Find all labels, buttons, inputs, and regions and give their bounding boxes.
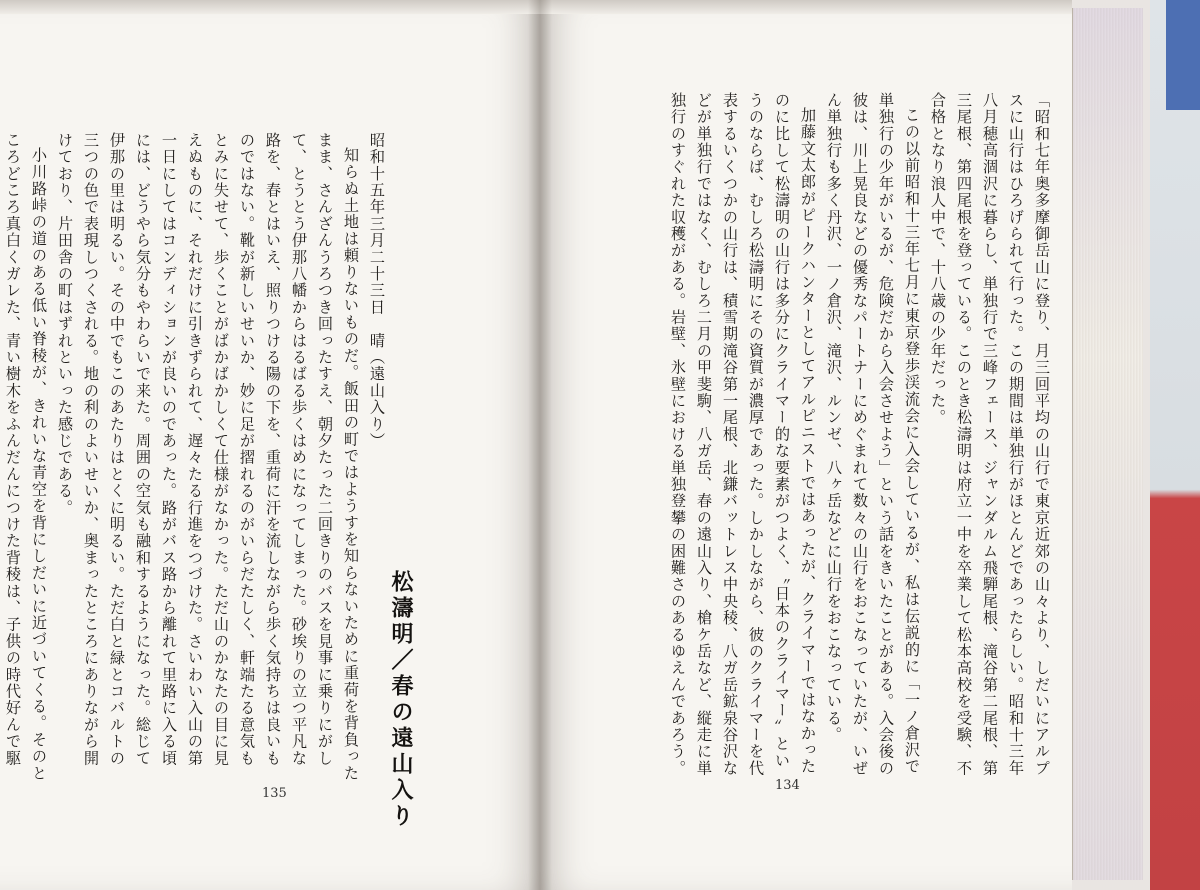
paragraph: 「昭和七年奥多摩御岳山に登り、月三回平均の山行で東京近郊の山々より、しだいにアルプスに山行はひろげられて行った。この期間は単独行がほとんどであったらしい。昭和十三年八月穂高涸沢に暮らし、単独行で三峰フェース、ジャンダルム飛騨尾根、滝谷第二尾根、第三尾根、第四尾根を登っている。このとき松濤明は府立一中を卒業して松本高校を受験、不合格となり浪人中で、十八歳の少年だった。 [929,92,1051,777]
page-edges [1072,8,1143,880]
book-gutter [528,0,552,890]
book-cover-edge [1150,0,1200,890]
paragraph: 知らぬ土地は頼りないものだ。飯田の町ではようすを知らないために重荷を背負ったまま、さんざんうろつき回ったすえ、朝夕たった二回きりのバスを見事に乗りにがして、とうとう伊那八幡からはるばる歩くはめになってしまった。砂埃りの立つ平凡な路を、春とはいえ、照りつける陽の下を、重荷に汗を流しながら歩く気持ちは良いものではない。靴が新しいせいか、妙に足が摺れるのがいらだたしく、軒端たる意気もとみに失せて、歩くことがばかばかしくて仕様がなかった。ただ山のかなたの目に見えぬものに、それだけに引きずられて、遅々たる行進をつづけた。さいわい入山の第一日にしてはコンディションが良いのであった。路がバス路から離れて里路に入る頃には、どうやら気分もやわらいで来た。周囲の空気も融和するようになった。総じて伊那の里は明るい。その中でもこのあたりはとくに明るい。ただ白と緑とコバルトの三つの色で表現しつくされる。地の利のよいせいか、奥まったところにありながら開けており、片田舎の町はずれといった感じである。 [56,132,360,782]
paragraph: 小川路峠の道のある低い脊稜が、きれいな青空を背にしだいに近づいてくる。そのところどころ真白くガレた、青い樹木をふんだんにつけた背稜は、子供の時代好んで駆 [4,132,48,782]
cover-blue-strip [1166,0,1200,110]
right-page-text [600,92,1055,782]
paragraph: この以前昭和十三年七月に東京登歩渓流会に入会しているが、私は伝説的に「一ノ倉沢で単独行の少年がいるが、危険だから入会させよう」という話をきいたことがある。入会後の彼は、川上晃良などの優秀なパートナーにめぐまれて数々の山行をおこなっていたが、いぜん単独行も多く丹沢、一ノ倉沢、滝沢、ルンゼ、八ヶ岳などに山行をおこなっている。 [825,92,921,777]
page-number-right: 134 [775,778,800,793]
diary-date-line: 昭和十五年三月二十三日 晴（遠山入り） [368,132,386,450]
paragraph: 加藤文太郎がピークハンターとしてアルピニストではあったが、クライマーではなかったのに比して松濤明の山行は多分にクライマー的な要素がつよく、〝日本のクライマー〟というのならば、むしろ松濤明にその資質が濃厚であった。しかしながら、彼のクライマーを代表するいくつかの山行は、積雪期滝谷第一尾根、北鎌バットレス中央稜、八ガ岳鉱泉谷沢などが単独行ではなく、むしろ二月の甲斐駒、八ガ岳、春の遠山入り、槍ケ岳など、縦走に単独行のすぐれた収穫がある。岩壁、氷壁における単独登攀の困難さのあるゆえんであろう。 [669,92,817,777]
section-heading: 松濤明／春の遠山入り [388,570,413,830]
page-number-left: 135 [262,786,287,801]
left-page-text [4,132,390,782]
